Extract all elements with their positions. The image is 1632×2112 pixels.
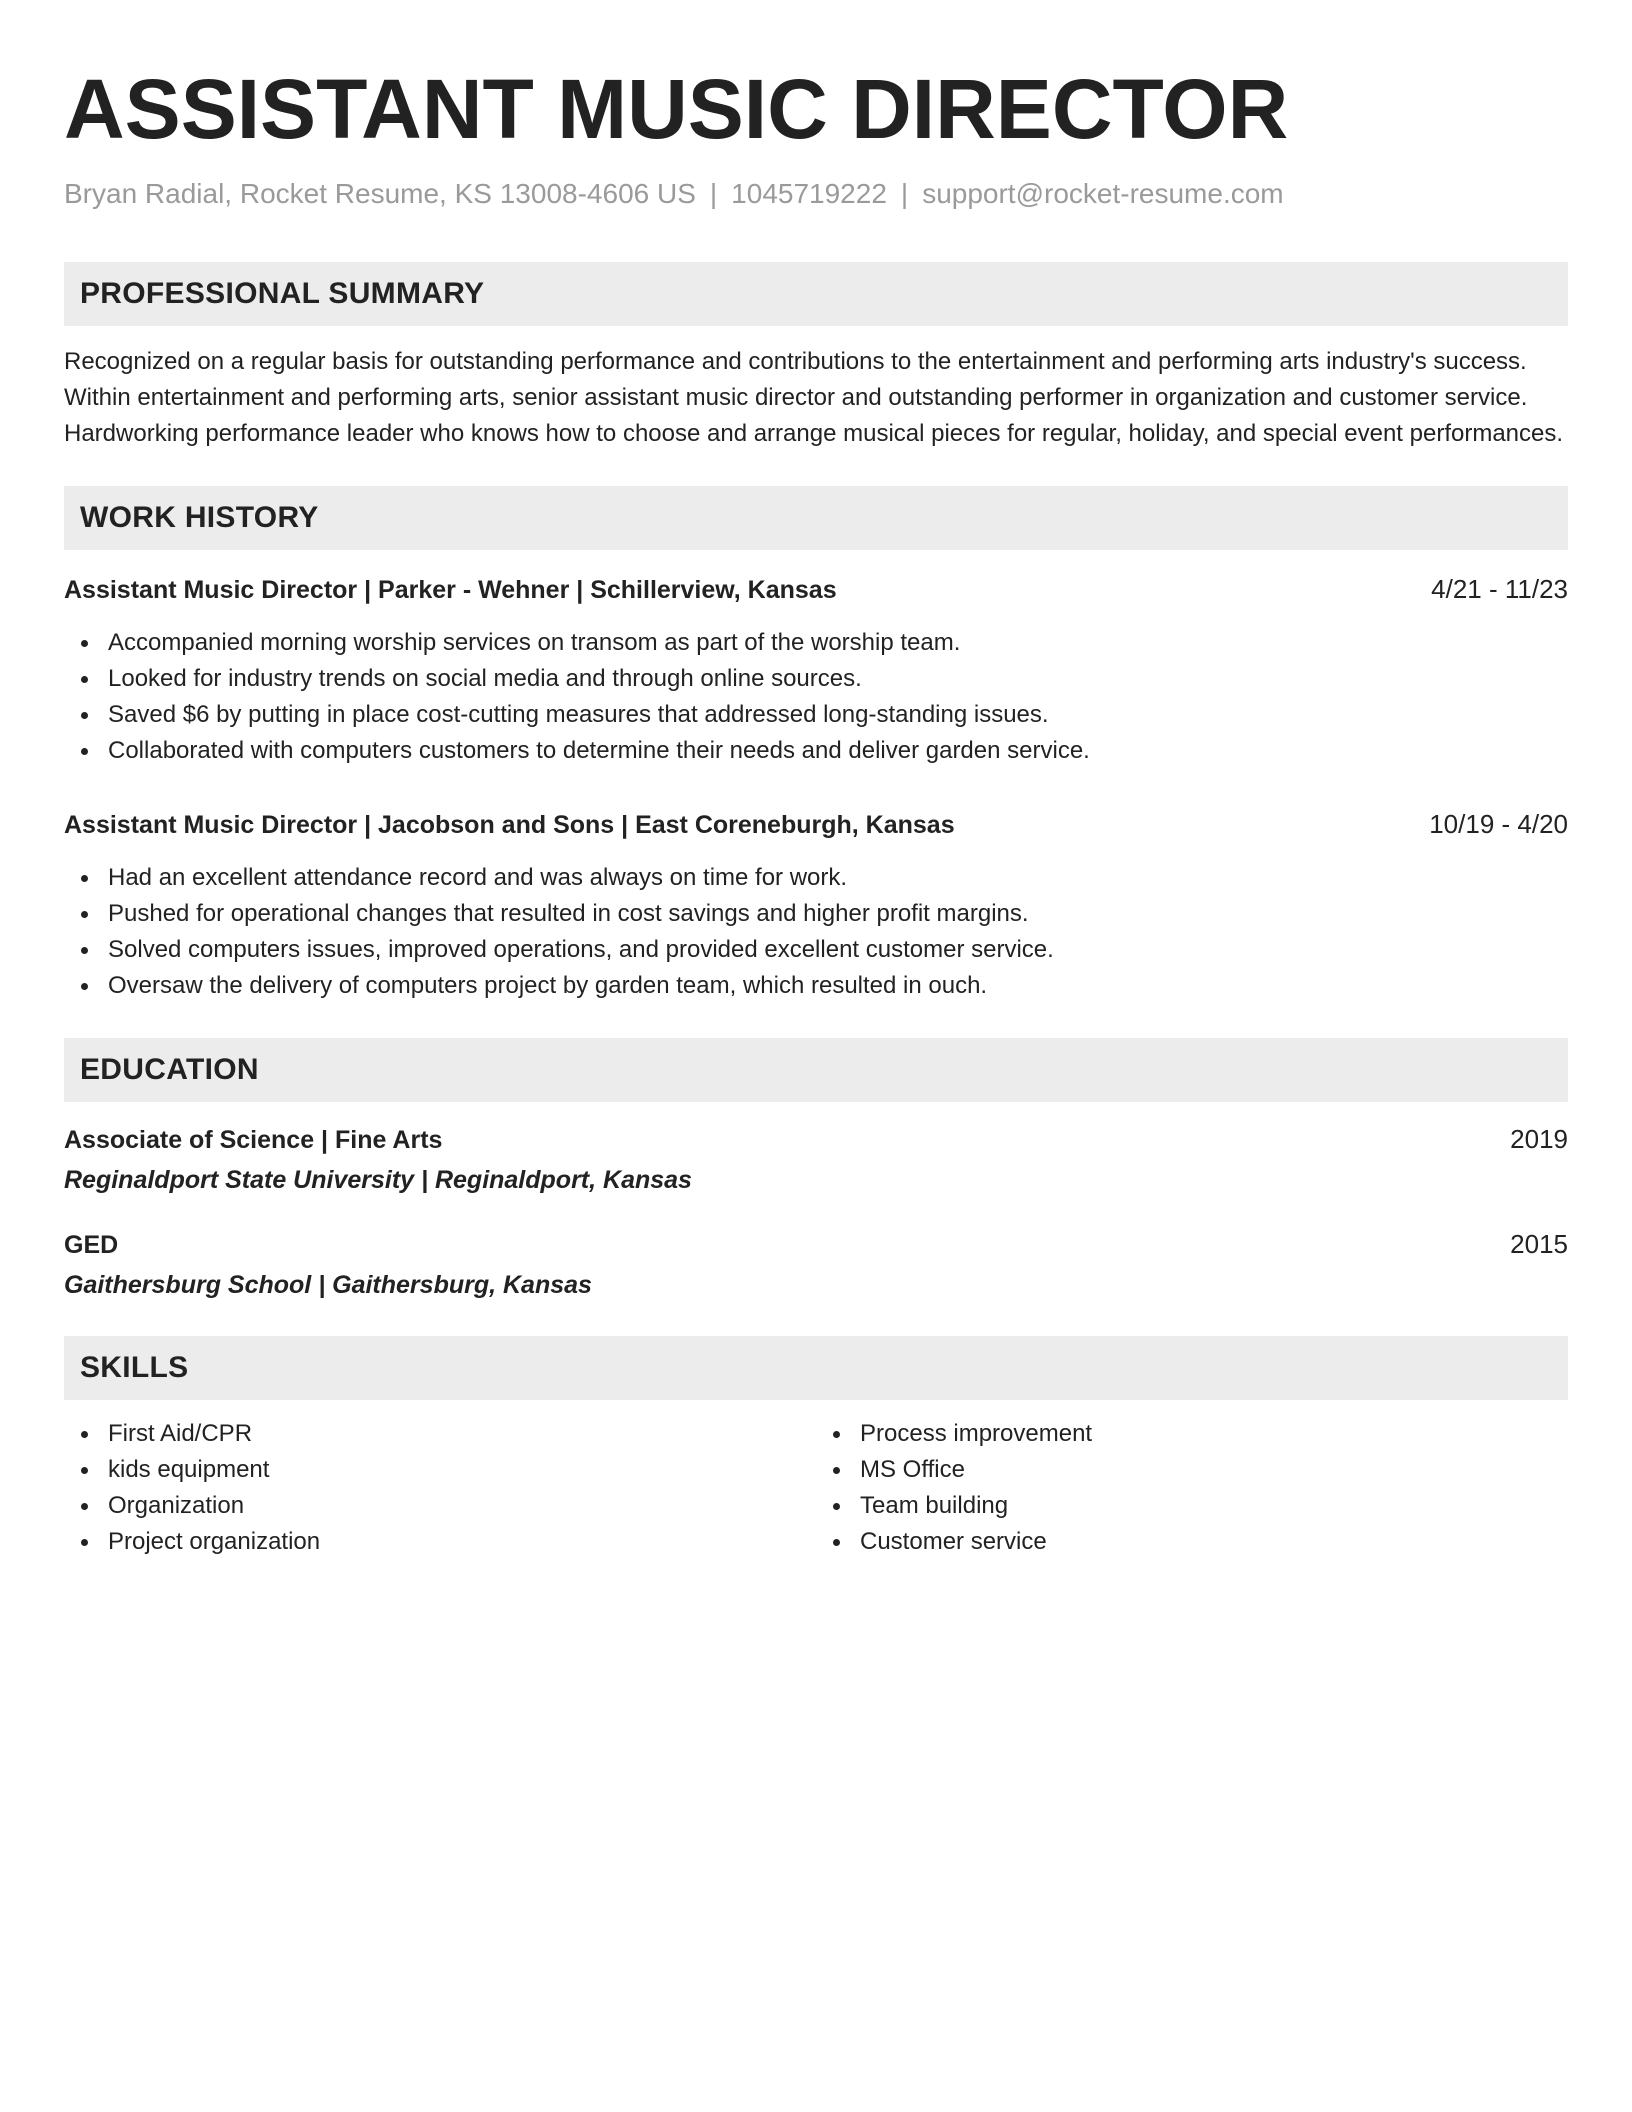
education-year: 2019 bbox=[1510, 1124, 1568, 1154]
skill-item: kids equipment bbox=[108, 1452, 816, 1488]
skill-item: Organization bbox=[108, 1488, 816, 1524]
job-entry bbox=[64, 807, 1568, 1004]
job-bullet: Looked for industry trends on social media and through online sources. bbox=[108, 661, 1568, 697]
skill-item: MS Office bbox=[860, 1452, 1568, 1488]
contact-phone: 1045719222 bbox=[731, 178, 887, 209]
skills-list bbox=[816, 1416, 1568, 1560]
job-title: Assistant Music Director | Jacobson and Sons | East Coreneburgh, Kansas bbox=[64, 811, 955, 839]
skills-column-left bbox=[64, 1416, 816, 1560]
job-bullet: Collaborated with computers customers to determine their needs and deliver garden service. bbox=[108, 733, 1568, 769]
contact-separator: | bbox=[900, 178, 909, 209]
job-header bbox=[64, 807, 1568, 842]
skills-grid bbox=[64, 1416, 1568, 1560]
job-bullet: Pushed for operational changes that resulted in cost savings and higher profit margins. bbox=[108, 896, 1568, 932]
contact-separator: | bbox=[709, 178, 718, 209]
contact-line bbox=[64, 176, 1568, 212]
section-header-summary: PROFESSIONAL SUMMARY bbox=[64, 262, 1568, 326]
skill-item: Team building bbox=[860, 1488, 1568, 1524]
job-bullet: Had an excellent attendance record and was always on time for work. bbox=[108, 860, 1568, 896]
job-bullet: Solved computers issues, improved operations, and provided excellent customer service. bbox=[108, 932, 1568, 968]
summary-text: Recognized on a regular basis for outstanding performance and contributions to the entertainment and performing arts industry's success. Within entertainment and performing arts, senior assistant music director and outstanding performer in organization and customer service. Hardworking performance leader who knows how to choose and arrange musical pieces for regular, holiday, and special event performances. bbox=[64, 348, 1564, 447]
job-bullets bbox=[64, 860, 1568, 1004]
section-header-skills: SKILLS bbox=[64, 1336, 1568, 1400]
skill-item: Process improvement bbox=[860, 1416, 1568, 1452]
skill-item: Project organization bbox=[108, 1524, 816, 1560]
job-bullet: Saved $6 by putting in place cost-cutting measures that addressed long-standing issues. bbox=[108, 697, 1568, 733]
job-bullet: Accompanied morning worship services on transom as part of the worship team. bbox=[108, 625, 1568, 661]
education-entry bbox=[64, 1122, 1568, 1197]
skill-item: Customer service bbox=[860, 1524, 1568, 1560]
education-header bbox=[64, 1227, 1568, 1262]
education-school: Reginaldport State University | Reginaldport, Kansas bbox=[64, 1166, 692, 1194]
skills-list bbox=[64, 1416, 816, 1560]
job-title: Assistant Music Director | Parker - Wehner | Schillerview, Kansas bbox=[64, 576, 837, 604]
education-header bbox=[64, 1122, 1568, 1157]
education-degree: Associate of Science | Fine Arts bbox=[64, 1126, 443, 1154]
education-degree: GED bbox=[64, 1231, 119, 1259]
section-header-work-history: WORK HISTORY bbox=[64, 486, 1568, 550]
education-entry bbox=[64, 1227, 1568, 1302]
job-dates: 4/21 - 11/23 bbox=[1431, 574, 1568, 604]
section-header-education: EDUCATION bbox=[64, 1038, 1568, 1102]
skills-column-right bbox=[816, 1416, 1568, 1560]
skill-item: First Aid/CPR bbox=[108, 1416, 816, 1452]
resume-title: ASSISTANT MUSIC DIRECTOR bbox=[64, 62, 1289, 156]
education-school: Gaithersburg School | Gaithersburg, Kansas bbox=[64, 1271, 592, 1299]
education-year: 2015 bbox=[1510, 1229, 1568, 1259]
job-bullets bbox=[64, 625, 1568, 769]
contact-email: support@rocket-resume.com bbox=[922, 178, 1284, 209]
job-dates: 10/19 - 4/20 bbox=[1429, 809, 1568, 839]
job-header bbox=[64, 572, 1568, 607]
job-entry bbox=[64, 572, 1568, 769]
contact-address: Bryan Radial, Rocket Resume, KS 13008-4606 US bbox=[64, 178, 696, 209]
job-bullet: Oversaw the delivery of computers project by garden team, which resulted in ouch. bbox=[108, 968, 1568, 1004]
